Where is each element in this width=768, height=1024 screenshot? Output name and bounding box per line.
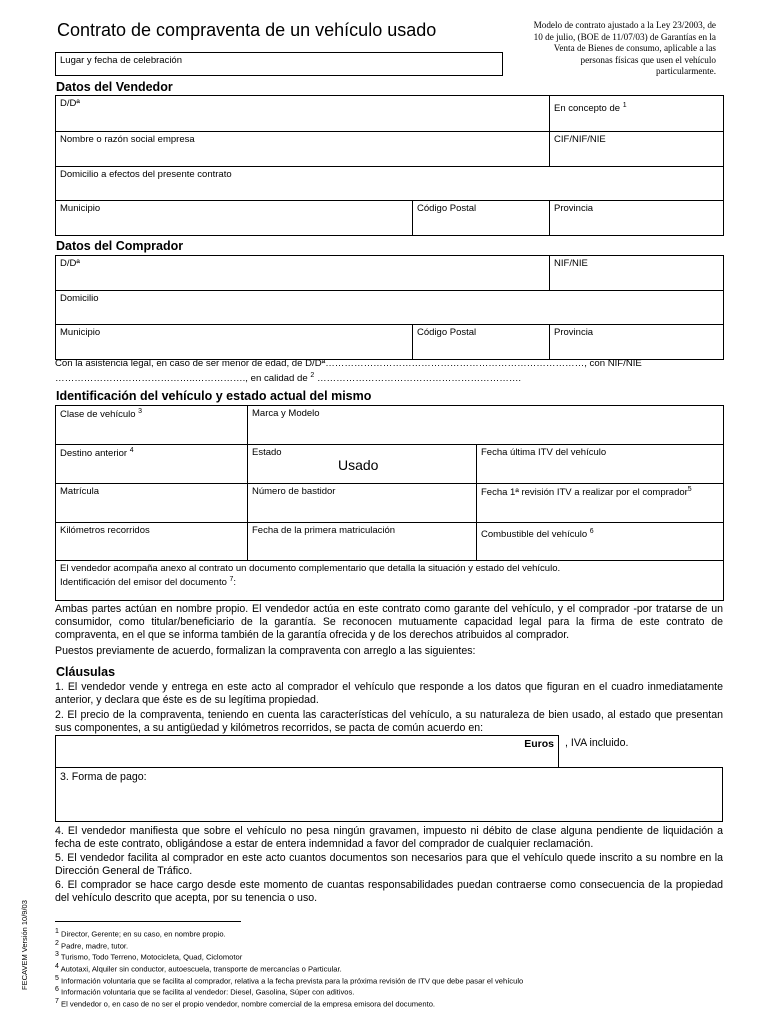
footnote: $^3$ Turismo, Todo Terreno, Motocicleta, Quad, Ciclomotor [55,951,243,962]
buyer-address-field[interactable] [56,291,724,325]
seller-heading: Datos del Vendedor [56,80,173,94]
clause-4: 4. El vendedor manifiesta que sobre el vehículo no pesa ningún gravamen, impuesto ni débito de clase alguna pendiente de liquidación a fecha de este contrato, obligándose a estar de entera indemnidad a favor del comprador de cualquier reclamación. [55,825,723,851]
vehicle-estado-field[interactable] [248,445,477,484]
place-date-field[interactable] [55,52,503,76]
intro-agreement: Puestos previamente de acuerdo, formalizan la compraventa con arreglo a las siguientes: [55,645,476,657]
vehicle-annex-text: El vendedor acompaña anexo al contrato un documento complementario que detalla la situación y estado del vehículo. [60,563,561,574]
buyer-address-label: Domicilio [60,293,99,304]
buyer-nif-field[interactable] [550,256,724,291]
footnote: $^2$ Padre, madre, tutor. [55,939,129,951]
footnote-ref: 2 [310,372,315,379]
legal-assistance-line-1: Con la asistencia legal, en caso de ser menor de edad, de D/Dª………………………………………………………………………, con NIF/NIE [55,358,642,369]
seller-cp-field[interactable] [413,201,550,236]
intro-paragraph: Ambas partes actúan en nombre propio. El vendedor actúa en este contrato como garante del vehículo, y el comprador -por tratarse de un consumidor, como titular/beneficiario de la garantía. Se reconocen mutuamente capacidad legal para la firma de este contrato de compraventa, en el que se informa también de la garantía ofrecida y de los derechos atribuidos al comprador. [55,603,723,642]
seller-concept-field[interactable] [550,96,724,132]
place-date-label: Lugar y fecha de celebración [60,55,182,66]
vehicle-bastidor-field[interactable] [248,484,477,523]
seller-cp-label: Código Postal [417,203,477,214]
seller-cif-label: CIF/NIF/NIE [554,134,606,145]
vehicle-heading: Identificación del vehículo y estado actual del mismo [56,389,372,403]
footnotes [55,927,523,1008]
buyer-municipio-field[interactable] [56,325,413,360]
vehicle-emitter-label: Identificación del emisor del documento [60,577,227,589]
vehicle-destino-field[interactable] [56,445,248,484]
vehicle-table [55,405,724,601]
seller-address-field[interactable] [56,167,724,201]
vehicle-matricula-label: Matrícula [60,486,100,497]
seller-address-label: Domicilio a efectos del presente contrato [60,169,232,180]
vehicle-matricula-field[interactable] [56,484,248,523]
payment-field[interactable] [55,767,723,822]
footnote-ref: 3 [138,408,143,415]
clauses-heading: Cláusulas [56,665,116,679]
vehicle-clase-label: Clase de vehículo [60,409,136,421]
footnote: $^7$ El vendedor o, en caso de no ser el propio vendedor, nombre comercial de la empresa emisora del documento. [55,997,436,1009]
seller-provincia-label: Provincia [554,203,594,214]
seller-provincia-field[interactable] [550,201,724,236]
vehicle-clase-field[interactable] [56,406,248,445]
footnote-ref: 4 [129,447,134,454]
clause-1: 1. El vendedor vende y entrega en este acto al comprador el vehículo que responde a los datos que figuran en el cuadro inmediatamente anterior, y declara que éste es de su legítima propiedad. [55,681,723,707]
seller-municipio-field[interactable] [56,201,413,236]
seller-name-field[interactable] [56,132,550,167]
version-code: FECAVEM Versión 10/9/03 [20,900,29,990]
footnote: $^1$ Director, Gerente; en su caso, en nombre propio. [55,928,226,939]
vehicle-estado-value: Usado [338,457,379,473]
buyer-provincia-label: Provincia [554,327,594,338]
seller-dd-label: D/Dª [60,98,80,109]
vehicle-itv-label: Fecha última ITV del vehículo [481,447,607,458]
clause-5: 5. El vendedor facilita al comprador en este acto cuantos documentos son necesarios para que el vehículo quede inscrito a su nombre en la Dirección General de Tráfico. [55,852,723,878]
vehicle-combustible-field[interactable] [477,523,724,561]
vehicle-marca-label: Marca y Modelo [252,408,320,419]
vehicle-marca-field[interactable] [248,406,724,445]
buyer-cp-field[interactable] [413,325,550,360]
seller-concept-label: En concepto de [554,103,621,115]
vehicle-estado-label: Estado [252,447,282,458]
euros-label: Euros [524,738,554,750]
buyer-heading: Datos del Comprador [56,239,184,253]
vehicle-annex-field[interactable] [56,561,724,601]
legal-assistance-line-2b: ………………………………………………………. [316,373,522,385]
seller-cif-field[interactable] [550,132,724,167]
vehicle-km-label: Kilómetros recorridos [60,525,150,536]
footnote: $^6$ Información voluntaria que se facilita al vendedor: Diesel, Gasolina, Súper con aditivos. [55,986,355,997]
iva-note: , IVA incluido. [565,737,629,749]
seller-name-label: Nombre o razón social empresa [60,134,195,145]
vehicle-km-field[interactable] [56,523,248,561]
buyer-cp-label: Código Postal [417,327,477,338]
footnote: $^4$ Autotaxi, Alquiler sin conductor, autoescuela, transporte de mercancías o Particular. [55,962,342,974]
clause-2: 2. El precio de la compraventa, teniendo en cuenta las características del vehículo, a su naturaleza de bien usado, al estado que presentan sus componentes, a su antigüedad y kilómetros recorridos, se pacta de común acuerdo en: [55,709,723,735]
seller-municipio-label: Municipio [60,203,101,214]
footnote-ref: 5 [687,486,692,493]
buyer-nif-label: NIF/NIE [554,258,588,269]
vehicle-destino-label: Destino anterior [60,448,128,460]
buyer-dd-label: D/Dª [60,258,80,269]
legal-assistance [55,358,723,385]
price-field[interactable] [55,735,559,768]
vehicle-bastidor-label: Número de bastidor [252,486,336,497]
vehicle-emitter-colon: : [233,577,237,589]
seller-dd-field[interactable] [56,96,550,132]
vehicle-matriculacion-label: Fecha de la primera matriculación [252,525,396,536]
buyer-table [55,255,724,360]
vehicle-matriculacion-field[interactable] [248,523,477,561]
vehicle-first-itv-field[interactable] [477,484,724,523]
vehicle-itv-field[interactable] [477,445,724,484]
footnote-divider [55,921,241,922]
buyer-dd-field[interactable] [56,256,550,291]
legal-assistance-line-2a: ……………………………………..……………., en calidad de [55,373,308,385]
payment-label: 3. Forma de pago: [60,771,147,783]
legal-note: Modelo de contrato ajustado a la Ley 23/2003, de 10 de julio, (BOE de 11/07/03) de Garantías en la Venta de Bienes de consumo, aplicable a las personas físicas que usen el vehículo particularmente. [533,20,716,76]
footnote-ref: 6 [589,528,594,535]
vehicle-first-itv-label: Fecha 1ª revisión ITV a realizar por el comprador [481,487,688,499]
buyer-provincia-field[interactable] [550,325,724,360]
vehicle-combustible-label: Combustible del vehículo [481,529,588,541]
footnote-ref: 7 [229,576,234,583]
seller-table [55,95,724,236]
footnote: $^5$ Información voluntaria que se facilita al comprador, relativa a la fecha prevista para la próxima revisión de ITV que debe pasar el vehículo [55,974,524,986]
buyer-municipio-label: Municipio [60,327,101,338]
clause-6: 6. El comprador se hace cargo desde este momento de cuantas responsabilidades puedan contraerse como consecuencia de la propiedad del vehículo descrito que acepta, por su tenencia o uso. [55,879,723,905]
footnote-ref: 1 [622,102,627,109]
page-title: Contrato de compraventa de un vehículo usado [57,20,437,40]
